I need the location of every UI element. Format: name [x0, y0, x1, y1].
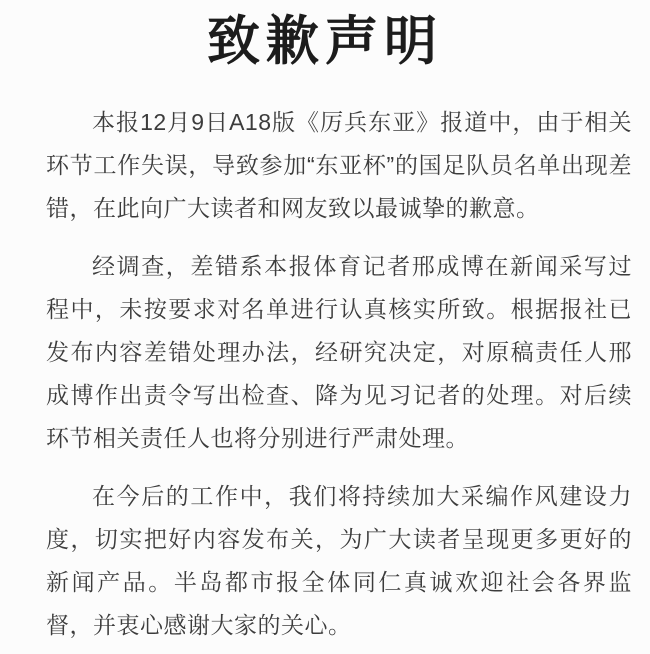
- statement-paragraph-1: 本报12月9日A18版《厉兵东亚》报道中，由于相关环节工作失误，导致参加“东亚杯”的国足队员名单出现差错，在此向广大读者和网友致以最诚挚的歉意。: [46, 109, 632, 221]
- page-title: 致歉声明: [207, 12, 443, 71]
- statement-paragraph-2: 经调查，差错系本报体育记者邢成博在新闻采写过程中，未按要求对名单进行认真核实所致。根据报社已发布内容差错处理办法，经研究决定，对原稿责任人邢成博作出责令写出检查、降为见习记者的处理。对后续环节相关责任人也将分别进行严肃处理。: [46, 253, 632, 451]
- statement-paragraph-3: 在今后的工作中，我们将持续加大采编作风建设力度，切实把好内容发布关，为广大读者呈现更多更好的新闻产品。半岛都市报全体同仁真诚欢迎社会各界监督，并衷心感谢大家的关心。: [46, 483, 632, 638]
- statement-body: [0, 74, 650, 647]
